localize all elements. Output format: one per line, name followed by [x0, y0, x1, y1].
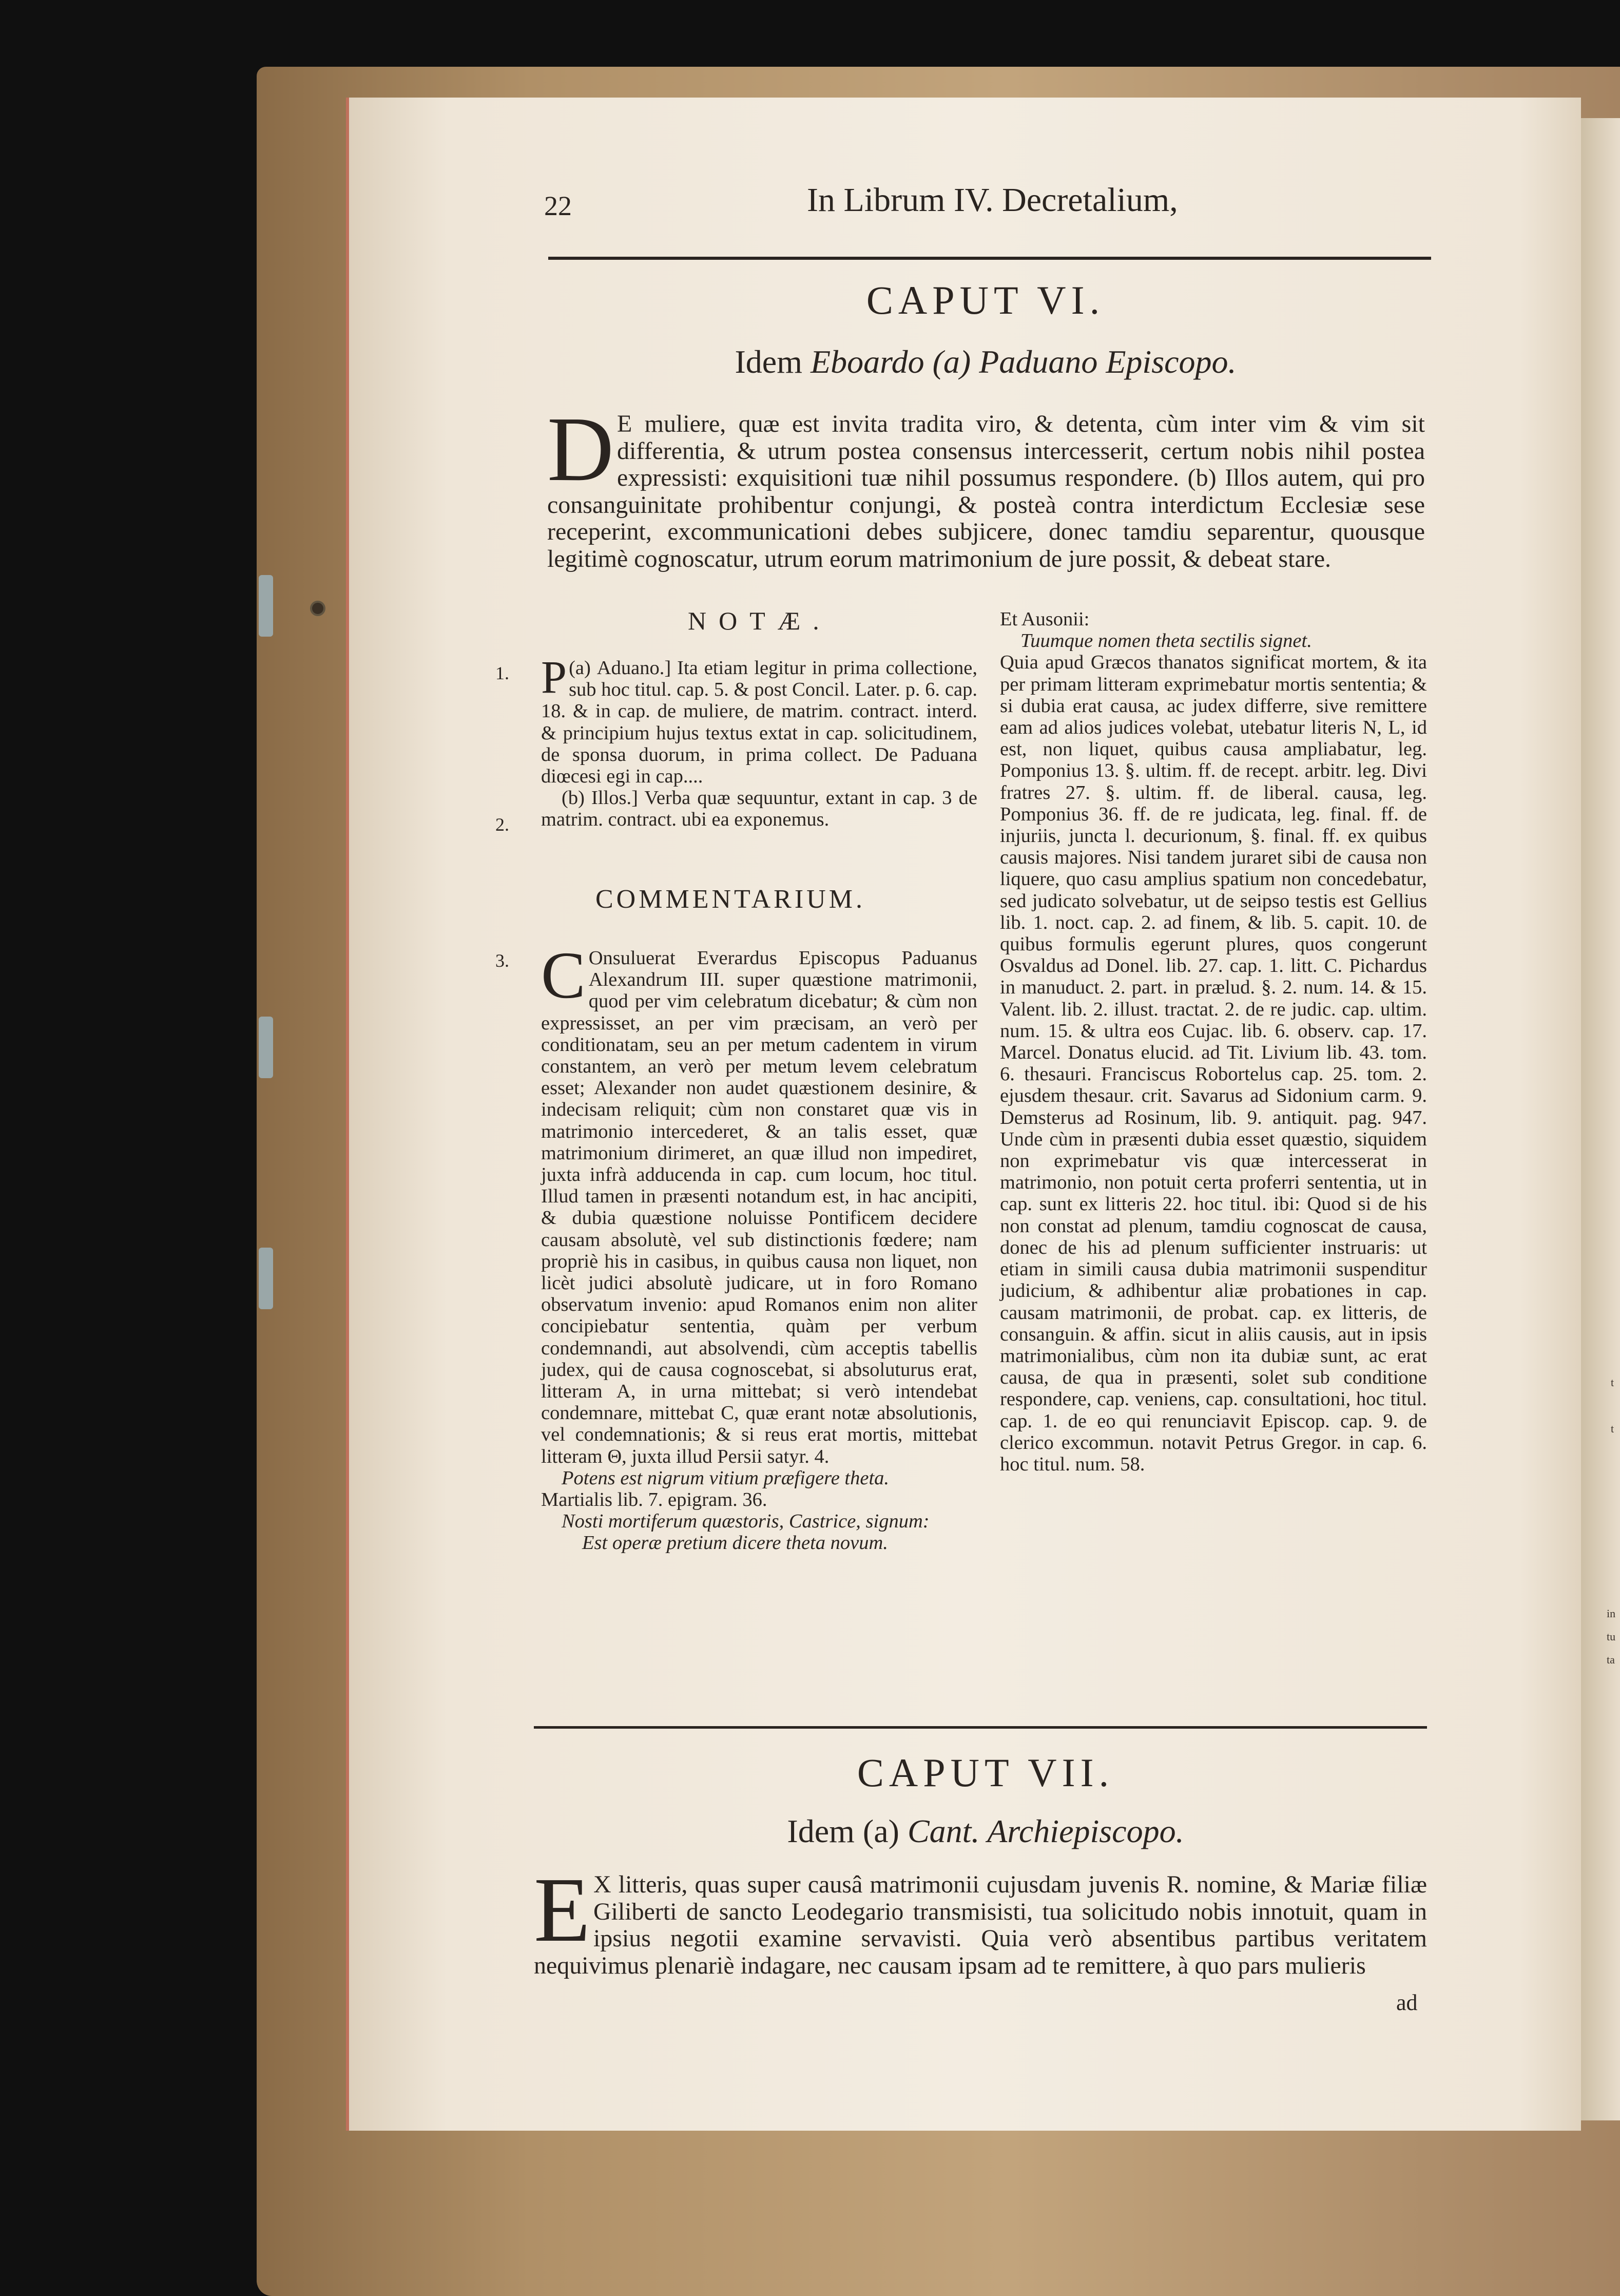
commentary-text: Onsuluerat Everardus Episcopus Paduanus Alexandrum III. super quæstione matrimonii, quod per vim celebratum dicebatur; & cùm non expressisset, an per vim præcisam, an verò per conditionatam, seu an per metum cadentem in virum constantem, an verò per metum levem celebratum esset; Alexander non audet quæstionem desinire, & indecisam reliquit; cùm non constaret quæ vis in matrimonio intercederet, & an talis esset, quæ matrimonium dirimeret, an quæ illud non impediret, juxta infrà adducenda in cap. cum locum, hoc titul. Illud tamen in præsenti notandum est, in hac ancipiti, & dubia quæstione noluisse Pontificem decidere causam absolutè, vel sub distinctionis fœdere; nam propriè his in casibus, in quibus causa non liquet, non licèt judici absolutè judicare, ut in foro Romano observatum invenio: apud Romanos enim non aliter concipiebatur sententia, quàm per verbum condemnandi, aut absolvendi, cùm acceptis tabellis judex, qui de causa cognoscebat, si absoluturus erat, litteram A, in urna mittebat; si verò intendebat condemnare, mittebat C, quæ erant notæ absolutionis, vel condemnationis; & si reus erat mortis, mittebat litteram Θ, juxta illud Persii satyr. 4.	[541, 947, 977, 1467]
decretal-text: X litteris, quas super causâ matrimonii cujusdam juvenis R. nomine, & Mariæ filiæ Giliberti de sancto Leodegario transmisisti, tua solicitudo nobis innotuit, quam in ipsius negotii examine servavisti. Quia verò absentibus partibus veritatem nequivimus plenariè indagare, nec causam ipsam ad te remittere, à quo pars mulieris	[534, 1871, 1427, 1979]
notae-heading: NOTÆ.	[688, 606, 832, 635]
facing-page-edge	[1581, 118, 1620, 2120]
facing-page-fragment: tu	[1607, 1630, 1616, 1643]
binding-clasp	[259, 1248, 273, 1309]
address-idem: Idem (a)	[787, 1813, 899, 1849]
running-head: In Librum IV. Decretalium,	[807, 181, 1178, 219]
chapter-7-text	[534, 1859, 1427, 1979]
address-recipient: Cant. Archiepiscopo.	[907, 1813, 1184, 1849]
binding-clasp	[259, 1017, 273, 1078]
drop-cap: E	[534, 1859, 590, 1961]
note-a-prefix: (a)	[569, 657, 591, 679]
note-a-text: Aduano.] Ita etiam legitur in prima collectione, sub hoc titul. cap. 5. & post Concil. Later. p. 6. cap. 18. & in cap. de muliere, de matrim. contract. interd. & principium hujus textus extat in cap. solicitudinem, de sponsa duorum, in prima collect. De Paduana diœcesi egi in cap....	[541, 657, 977, 788]
notae-block	[541, 652, 977, 831]
right-column-text: Quia apud Græcos thanatos significat mortem, & ita per primam litteram exprimebatur mortis sententia; & si dubia erat causa, ac judex differre, sive remittere eam ad alios judices volebat, utebatur literis N, L, id est, non liquet, quibus causa ampliabatur, leg. Pomponius 13. §. ultim. ff. de recept. arbitr. leg. Divi fratres 27. §. ultim. ff. de liberal. causa, leg. Pomponius 36. ff. de re judicata, leg. final. ff. de injuriis, juncta l. decurionum, §. final. ff. ex quibus causis majores. Nisi tandem juraret sibi de causa non liquere, quo casu amplius spatium non concedebatur, sed judicato solvebatur, ut de seipso testis est Gellius lib. 1. noct. cap. 2. ad finem, & lib. 5. capit. 10. de quibus formulis egerunt plures, quos congerunt Osvaldus ad Donel. lib. 27. cap. 1. litt. C. Pichardus in manuduct. 2. part. in prælud. §. 2. num. 14. & 15. Valent. lib. 2. illust. tractat. 2. de re judic. cap. ultim. num. 15. & ultra eos Cujac. lib. 6. observ. cap. 17. Marcel. Donatus elucid. ad Tit. Livium lib. 43. tom. 6. thesauri. Franciscus Robortelus cap. 25. tom. 2. ejusdem thesaur. crit. Savarus ad Sidonium carm. 9. Demsterus ad Rosinum, lib. 9. antiquit. pag. 947. Unde cùm in præsenti dubia esset quæstio, siquidem non exprimebatur vis quæ intercesserat in matrimonio, non potuit certa proferri sententia, ut in cap. sunt ex litteris 22. hoc titul. ibi: Quod si de his non constat ad plenum, tamdiu cognoscat de causa, donec de his ad plenum sufficienter instruaris: ut etiam in simili causa dubia matrimonii suspenditur judicium, & adhibentur aliæ probationes in cap. causam matrimonii, de probat. cap. ex litteris, de consanguin. & affin. sicut in aliis causis, aut in ipsis matrimonialibus, cùm non ita dubiæ sunt, ac erat causa, de qua in præsenti, solet sub conditione respondere, cap. veniens, cap. consultationi, hoc titul. cap. 1. de eo qui renunciavit Episcop. cap. 9. de clerico excommun. notavit Petrus Gregor. in cap. 6. hoc titul. num. 58.	[1000, 652, 1427, 1475]
page-number: 22	[544, 190, 572, 221]
commentary-paragraph	[541, 939, 977, 1467]
decretal-text: E muliere, quæ est invita tradita viro, & detenta, cùm inter vim & vim sit differentia, & utrum postea consensus intercesserit, certum nobis nihil postea expressisti: exquisitioni tuæ nihil possumus respondere. (b) Illos autem, qui pro consanguinitate prohibentur conjungi, & posteà contra interdictum Ecclesiæ sese receperint, excommunicationi debes subjicere, donec tamdiu separentur, quousque legitimè cognoscatur, utrum eorum matrimonium de jure possit, & debeat stare.	[547, 410, 1425, 572]
chapter-7-address	[575, 1812, 1396, 1850]
commentarium-block	[541, 939, 977, 1554]
section-rule	[534, 1726, 1427, 1729]
margin-number: 1.	[495, 663, 509, 683]
verse-line: Potens est nigrum vitium præfigere theta.	[562, 1467, 890, 1489]
binding-clasp	[259, 575, 273, 637]
facing-page-fragment: ta	[1607, 1653, 1615, 1666]
margin-number: 3.	[495, 950, 509, 971]
header-rule	[548, 257, 1431, 260]
chapter-7-title: CAPUT VII.	[857, 1750, 1114, 1795]
chapter-6-title: CAPUT VI.	[866, 278, 1105, 322]
facing-page-fragment: t	[1611, 1376, 1614, 1389]
address-recipient: Eboardo (a) Paduano Episcopo.	[810, 343, 1237, 380]
martial-reference: Martialis lib. 7. epigram. 36.	[541, 1489, 767, 1511]
verse-line: Est operæ pretium dicere theta novum.	[582, 1532, 888, 1554]
facing-page-fragment: t	[1611, 1422, 1614, 1435]
chapter-6-text	[547, 398, 1425, 572]
note-drop-cap: P	[541, 652, 567, 703]
drop-cap: C	[541, 939, 586, 1012]
commentarium-heading: COMMENTARIUM.	[595, 885, 865, 914]
right-column	[1000, 608, 1427, 1475]
catchword: ad	[1396, 1990, 1418, 2015]
drop-cap: D	[547, 398, 614, 500]
verse-line: Tuumque nomen theta sectilis signet.	[1020, 630, 1312, 652]
chapter-6-address	[575, 343, 1396, 381]
note-b: (b) Illos.] Verba quæ sequuntur, extant in cap. 3 de matrim. contract. ubi ea exponemus.	[541, 787, 977, 831]
ausonius-intro: Et Ausonii:	[1000, 608, 1090, 630]
address-idem: Idem	[735, 343, 802, 380]
facing-page-fragment: in	[1607, 1607, 1616, 1620]
note-a	[541, 652, 977, 788]
verse-line: Nosti mortiferum quæstoris, Castrice, signum:	[562, 1510, 930, 1533]
binding-hole	[310, 601, 325, 616]
margin-number: 2.	[495, 814, 509, 835]
